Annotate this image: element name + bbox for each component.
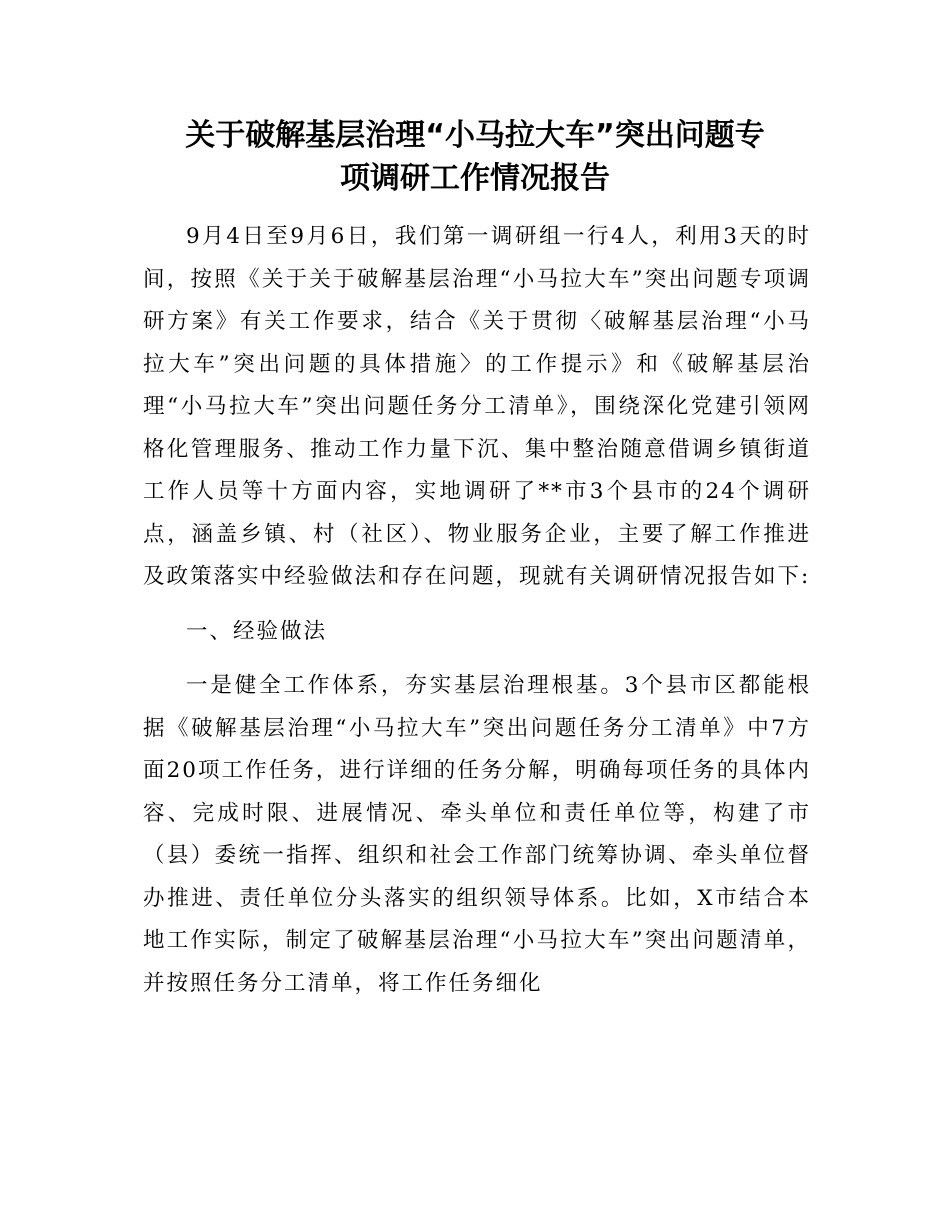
document-body (143, 216, 811, 1005)
intro-paragraph: 9月4日至9月6日，我们第一调研组一行4人，利用3天的时间，按照《关于关于破解基层治理“小马拉大车”突出问题专项调研方案》有关工作要求，结合《关于贯彻〈破解基层治理“小马拉大车”突出问题的具体措施〉的工作提示》和《破解基层治理“小马拉大车”突出问题任务分工清单》，围绕深化党建引领网格化管理服务、推动工作力量下沉、集中整治随意借调乡镇街道工作人员等十方面内容，实地调研了**市3个县市的24个调研点，涵盖乡镇、村（社区）、物业服务企业，主要了解工作推进及政策落实中经验做法和存在问题，现就有关调研情况报告如下: (143, 224, 811, 589)
title-line-2: 项调研工作情况报告 (340, 161, 610, 196)
title-line-1: 关于破解基层治理“小马拉大车”突出问题专 (185, 118, 765, 153)
body-paragraph: 一是健全工作体系，夯实基层治理根基。3个县市区都能根据《破解基层治理“小马拉大车”突出问题任务分工清单》中7方面20项工作任务，进行详细的任务分解，明确每项任务的具体内容、完成时限、进展情况、牵头单位和责任单位等，构建了市（县）委统一指挥、组织和社会工作部门统筹协调、牵头单位督办推进、责任单位分头落实的组织领导体系。比如，X市结合本地工作实际，制定了破解基层治理“小马拉大车”突出问题清单，并按照任务分工清单，将工作任务细化 (143, 673, 811, 996)
section-heading: 一、经验做法 (186, 618, 328, 644)
document-title (60, 114, 890, 200)
